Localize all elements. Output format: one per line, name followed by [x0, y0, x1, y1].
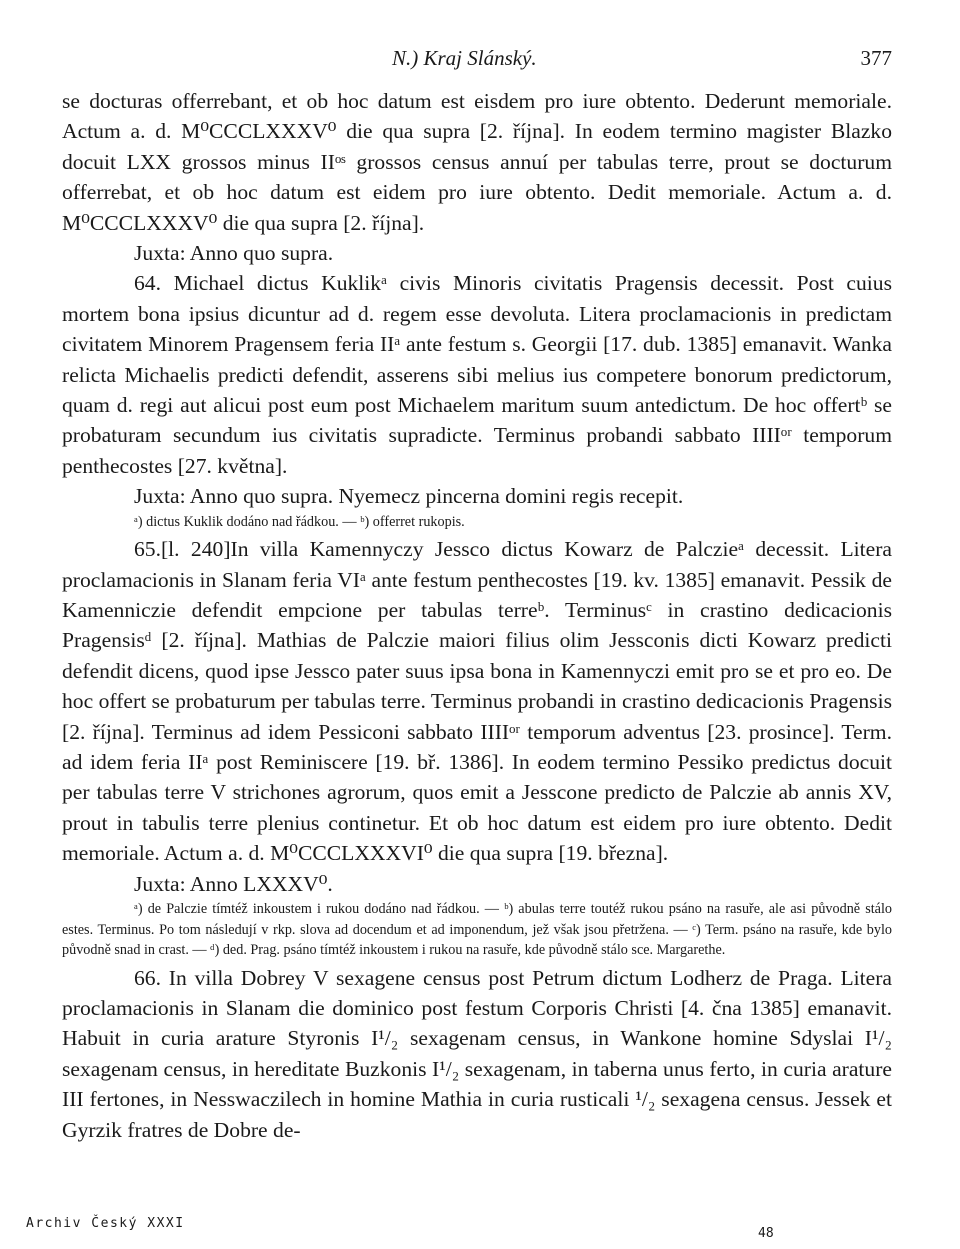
entry-64: 64. Michael dictus Kuklikᵃ civis Minoris civitatis Pragensis decessit. Post cuius mortem bona ipsius dicuntur ad d. regem esse devoluta. Litera proclamacionis in predictam civitatem Minorem Pragensem feria IIᵃ ante festum s. Georgii [17. dub. 1385] emanavit. Wanka relicta Michaelis predicti defendit, asserens sibi melius ius competere bonorum predictorum, quam d. regi aut alicui post eum post Michaelem maritum suum antedictum. De hoc offertᵇ se probaturam secundum ius civitatis supradicte. Terminus probandi sabbato IIIIᵒʳ temporum penthecostes [27. května].	[62, 271, 892, 478]
paragraph-continuation: se docturas offerrebant, et ob hoc datum est eisdem pro iure obtento. Dederunt memoriale. Actum a. d. M⁰CCCLXXXV⁰ die qua supra [2. října]. In eodem termino magister Blazko docuit LXX grossos minus IIᵒˢ grossos census annuí per tabulas terre, prout se docturum offerrebat, et ob hoc datum est eidem pro iure obtento. Dedit memoriale. Actum a. d. M⁰CCCLXXXV⁰ die qua supra [2. října].	[62, 89, 892, 235]
entry-66: 66. In villa Dobrey V sexagene census post Petrum dictum Lodherz de Praga. Litera proclamacionis in Slanam die dominico post festum Corporis Christi [4. čna 1385] emanavit. Habuit in curia arature Styronis I¹/₂ sexagenam census, in Wankone homine Sdyslai I¹/₂ sexagenam census, in hereditate Buzkonis I¹/₂ sexagenam, in taberna unus ferto, in curia arature III fertones, in Nesswaczilech in homine Mathia in curia rusticali ¹/₂ sexagena census. Jessek et Gyrzik fratres de Dobre de-	[62, 965, 892, 1142]
entry-65: 65.[l. 240]In villa Kamennyczy Jessco dictus Kowarz de Palczieᵃ decessit. Litera proclamacionis in Slanam feria VIᵃ ante festum penthecostes [19. kv. 1385] emanavit. Pessik de Kamenniczie defendit empcione per tabulas terreᵇ. Terminusᶜ in crastino dedicacionis Pragensisᵈ [2. října]. Mathias de Palczie maiori filius olim Jessconis dicti Kowarz predicti defendit dicens, quod ipse Jessco pater suus ipsa bona in Kamennyczi emit pro se et pro eo. De hoc offert se probaturum per tabulas terre. Terminus probandi in crastino dedicacionis Pragensis [2. října]. Terminus ad idem Pessiconi sabbato IIIIᵒʳ temporum adventus [23. prosince]. Term. ad idem feria IIᵃ post Reminiscere [19. bř. 1386]. In eodem termino Pessiko predictus docuit per tabulas terre V strichones agrorum, quos emit a Jesscone predicto de Palczie ab annis XV, prout in tabulis terre plenius continetur. Et ob hoc datum est eidem pro iure obtento. Dedit memoriale. Actum a. d. M⁰CCCLXXXVI⁰ die qua supra [19. března].	[62, 537, 892, 866]
footnote-64: ᵃ) dictus Kuklik dodáno nad řádkou. — ᵇ) offerret rukopis.	[134, 513, 465, 530]
page-footer	[26, 1216, 856, 1241]
footnote-65: ᵃ) de Palczie tímtéž inkoustem i rukou dodáno nad řádkou. — ᵇ) abulas terre toutéž rukou psáno na rasuře, ale asi původně stálo estes. Terminus. Po tom následují v rkp. slova ad docendum et ad imponendum, jež však jsou přetržena. — ᶜ) Term. psáno na rasuře, kde bylo původně snad in crast. — ᵈ) ded. Prag. psáno tímtéž inkoustem i rukou na rasuře, kde původně stálo sce. Margarethe.	[62, 901, 892, 959]
running-title: N.) Kraj Slánský.	[392, 46, 537, 70]
page-number: 377	[860, 46, 892, 70]
page-header	[62, 46, 892, 76]
page-body	[62, 86, 892, 1145]
series-signature: Archiv Český XXXI	[26, 1216, 185, 1231]
juxta-note: Juxta: Anno quo supra.	[134, 241, 334, 266]
juxta-note: Juxta: Anno quo supra. Nyemecz pincerna domini regis recepit.	[134, 484, 684, 509]
juxta-note: Juxta: Anno LXXXV⁰.	[134, 871, 333, 896]
sheet-signature: 48	[758, 1226, 774, 1241]
